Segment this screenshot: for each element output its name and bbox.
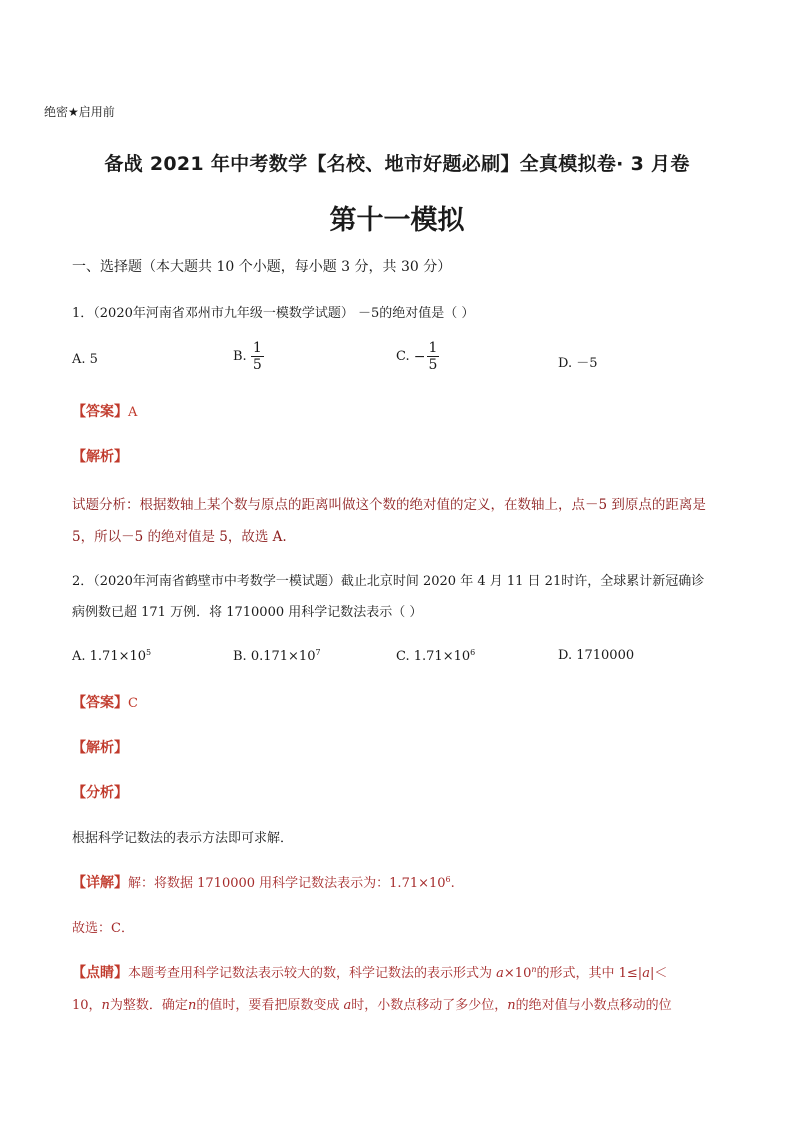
q2-fenxi-tag: 【分析】 [72,785,128,801]
q2-analysis-tag: 【解析】 [72,740,128,756]
exam-subtitle: 第十一模拟 [329,205,465,236]
q1-option-c [396,340,439,373]
exam-title: 备战 2021 年中考数学【名校、地市好题必刷】全真模拟卷· 3 月卷 [104,153,690,175]
var-n: n [507,998,516,1013]
comment-tag: 【点睛】 [72,965,128,981]
q1-option-a: A. 5 [72,352,98,367]
q2-option-b [233,648,321,664]
detail-tag: 【详解】 [72,875,128,891]
q1-analysis-line1: 试题分析：根据数轴上某个数与原点的距离叫做这个数的绝对值的定义，在数轴上，点－5 到原点的距离是 [72,497,706,513]
answer-value: A [128,405,138,420]
q1-analysis-line2: 5，所以－5 的绝对值是 5，故选 A. [72,529,287,545]
q2-detail [72,872,455,892]
q2-option-b-exponent: 7 [315,648,321,657]
q2-stem-line2: 病例数已超 171 万例．将 1710000 用科学记数法表示（ ） [72,605,423,620]
q2-choose: 故选：C． [72,921,134,936]
detail-exponent: 6 [445,875,451,884]
q2-option-c-exponent: 6 [470,648,476,657]
q2-option-d: D. 1710000 [558,648,635,663]
comment-text: 的值时，要看把原数变成 [196,998,344,1013]
q1-option-c-sign: − [413,348,426,365]
q1-option-b-fraction [251,340,264,373]
q2-option-a [72,648,151,664]
var-a: a [642,966,650,981]
var-n: n [101,998,110,1013]
comment-text-c: |＜ [649,966,668,981]
q2-option-c [396,648,475,664]
q2-fenxi-text: 根据科学记数法的表示方法即可求解． [72,831,294,846]
q1-option-c-fraction [427,340,440,373]
var-n: n [187,998,197,1013]
var-a: a [343,998,352,1013]
confidential-mark: 绝密★启用前 [44,105,115,119]
detail-end: . [450,876,455,891]
detail-text: 解：将数据 1710000 用科学记数法表示为：1.71×10 [128,876,446,891]
comment-text-a: 本题考查用科学记数法表示较大的数，科学记数法的表示形式为 [128,966,497,981]
fraction-numerator: 1 [252,340,262,356]
comment-text: 时，小数点移动了多少位， [351,998,508,1013]
q1-option-b [233,340,264,373]
answer-tag: 【答案】 [72,404,128,420]
q2-option-a-exponent: 5 [146,648,152,657]
q2-stem-line1: 2．（2020年河南省鹤壁市中考数学一模试题）截止北京时间 2020 年 4 月 11 日 21时许，全球累计新冠确诊 [72,574,705,589]
fraction-denominator: 5 [428,357,438,373]
comment-text: 10， [72,998,102,1013]
q1-answer [72,401,137,421]
answer-tag: 【答案】 [72,695,128,711]
q2-comment-line1 [72,962,667,982]
comment-text: 的绝对值与小数点移动的位 [515,998,672,1013]
q1-option-d: D. －5 [558,356,598,371]
comment-text: 为整数．确定 [109,998,188,1013]
section-heading: 一、选择题（本大题共 10 个小题，每小题 3 分，共 30 分） [72,259,452,275]
fraction-numerator: 1 [428,340,438,356]
var-n: n [531,965,537,974]
q2-comment-line2 [72,994,672,1013]
q2-option-c-base: C. 1.71×10 [396,649,471,664]
q2-option-a-base: A. 1.71×10 [72,649,147,664]
q1-stem: 1．（2020年河南省邓州市九年级一模数学试题） －5的绝对值是（ ） [72,306,475,321]
q1-analysis-tag: 【解析】 [72,449,128,465]
answer-value: C [128,696,138,711]
comment-text-b: 的形式，其中 1≤| [536,966,643,981]
q1-option-c-label: C. [396,349,410,364]
fraction-denominator: 5 [252,357,262,373]
comment-times: ×10 [503,966,532,981]
q1-option-b-label: B. [233,349,247,364]
var-a: a [496,966,504,981]
q2-answer [72,692,138,712]
q2-option-b-base: B. 0.171×10 [233,649,316,664]
